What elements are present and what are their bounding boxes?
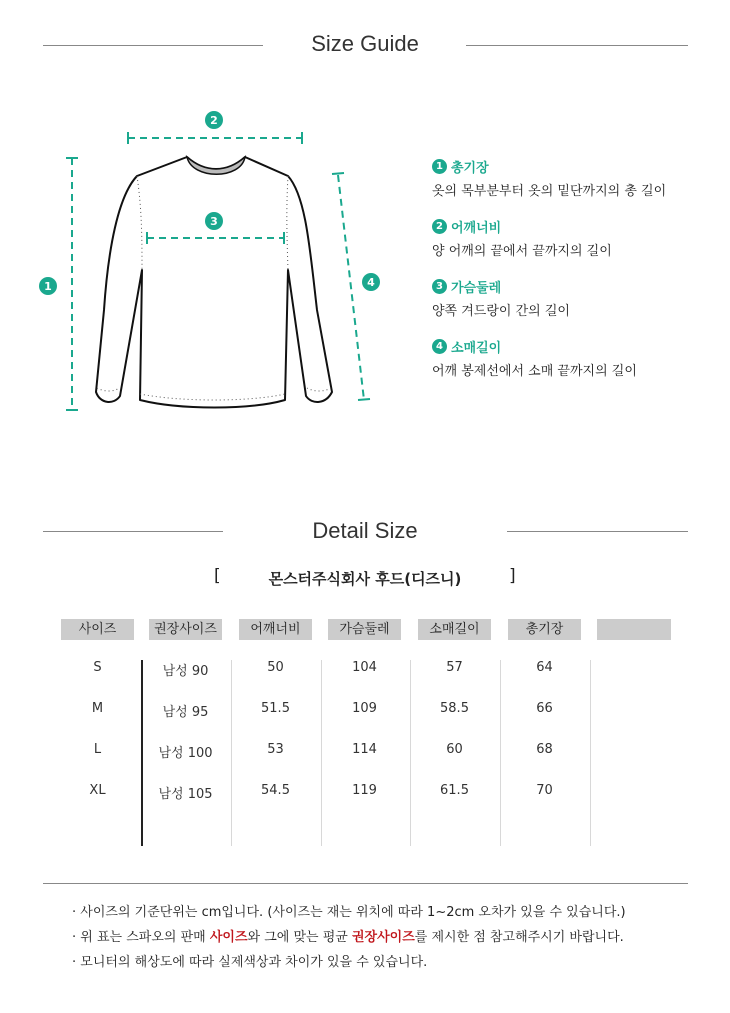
marker-4: 4 xyxy=(367,276,375,289)
bracket-close: ] xyxy=(509,566,516,586)
note-bullet: · xyxy=(72,930,77,945)
header-length: 총기장 xyxy=(508,619,581,640)
detail-size-rule-right xyxy=(507,531,688,532)
column-divider xyxy=(321,660,322,846)
header-shoulder: 어깨너비 xyxy=(239,619,312,640)
cell-size: M xyxy=(91,701,104,716)
header-recommended-size: 권장사이즈 xyxy=(149,619,222,640)
bracket-open: [ xyxy=(214,566,221,586)
note-text: 와 그에 맞는 평균 xyxy=(247,930,352,945)
column-divider-main xyxy=(141,660,143,846)
legend-desc-shoulder: 양 어깨의 끝에서 끝까지의 길이 xyxy=(432,244,612,259)
cell-sleeve: 60 xyxy=(446,742,463,757)
cell-chest: 109 xyxy=(352,701,377,716)
note-item xyxy=(72,928,626,953)
legend-desc-length: 옷의 목부분부터 옷의 밑단까지의 총 길이 xyxy=(432,184,667,199)
cell-recommended: 남성 90 xyxy=(162,664,209,679)
note-item xyxy=(72,903,626,928)
header-chest: 가슴둘레 xyxy=(328,619,401,640)
column-divider xyxy=(231,660,232,846)
size-guide-title: Size Guide xyxy=(311,31,419,56)
header-size: 사이즈 xyxy=(61,619,134,640)
size-guide-rule-right xyxy=(466,45,688,46)
legend-item-sleeve xyxy=(432,337,722,379)
cell-chest: 119 xyxy=(352,783,377,798)
note-highlight-recommended: 권장사이즈 xyxy=(351,930,415,945)
legend-badge-2: 2 xyxy=(432,219,447,234)
column-divider xyxy=(500,660,501,846)
note-bullet: · xyxy=(72,955,77,970)
header-empty xyxy=(597,619,671,640)
legend-name-sleeve: 소매길이 xyxy=(451,341,502,356)
cell-shoulder: 50 xyxy=(267,660,284,675)
header-sleeve: 소매길이 xyxy=(418,619,491,640)
shirt-body xyxy=(96,157,332,408)
measure-line-sleeve xyxy=(338,175,364,400)
cell-shoulder: 54.5 xyxy=(261,783,290,798)
cell-sleeve: 61.5 xyxy=(440,783,469,798)
legend-desc-chest: 양쪽 겨드랑이 간의 길이 xyxy=(432,304,570,319)
cell-shoulder: 51.5 xyxy=(261,701,290,716)
legend-item-shoulder xyxy=(432,217,722,259)
marker-1: 1 xyxy=(44,280,52,293)
product-name: 몬스터주식회사 후드(디즈니) xyxy=(268,570,462,588)
note-text: 사이즈의 기준단위는 cm입니다. (사이즈는 재는 위치에 따라 1~2cm 오차가 있을 수 있습니다.) xyxy=(80,905,626,920)
cell-length: 68 xyxy=(536,742,553,757)
legend-desc-sleeve: 어깨 봉제선에서 소매 끝까지의 길이 xyxy=(432,364,637,379)
notes-list xyxy=(72,903,626,978)
cell-chest: 104 xyxy=(352,660,377,675)
cell-length: 70 xyxy=(536,783,553,798)
note-highlight-size: 사이즈 xyxy=(209,930,248,945)
cell-recommended: 남성 95 xyxy=(162,705,209,720)
note-text: 를 제시한 점 참고해주시기 바랍니다. xyxy=(414,930,624,945)
cell-length: 64 xyxy=(536,660,553,675)
legend-item-length xyxy=(432,157,722,199)
legend-name-chest: 가슴둘레 xyxy=(451,281,502,296)
cell-recommended: 남성 100 xyxy=(158,746,213,761)
note-item xyxy=(72,953,626,978)
cell-length: 66 xyxy=(536,701,553,716)
note-bullet: · xyxy=(72,905,77,920)
cell-size: L xyxy=(93,742,102,757)
legend-name-length: 총기장 xyxy=(451,161,489,176)
marker-2: 2 xyxy=(210,114,218,127)
cell-chest: 114 xyxy=(352,742,377,757)
garment-diagram xyxy=(30,100,430,420)
detail-size-title: Detail Size xyxy=(312,518,418,543)
note-text: 위 표는 스파오의 판매 xyxy=(80,930,210,945)
legend-name-shoulder: 어깨너비 xyxy=(451,221,502,236)
cell-shoulder: 53 xyxy=(267,742,284,757)
legend-badge-1: 1 xyxy=(432,159,447,174)
column-divider xyxy=(590,660,591,846)
note-text: 모니터의 해상도에 따라 실제색상과 차이가 있을 수 있습니다. xyxy=(80,955,428,970)
cell-sleeve: 58.5 xyxy=(440,701,469,716)
legend-item-chest xyxy=(432,277,722,319)
cell-sleeve: 57 xyxy=(446,660,463,675)
cell-size: XL xyxy=(89,783,106,798)
legend-badge-3: 3 xyxy=(432,279,447,294)
marker-3: 3 xyxy=(210,215,218,228)
notes-divider xyxy=(43,883,688,884)
cell-recommended: 남성 105 xyxy=(158,787,213,802)
legend-badge-4: 4 xyxy=(432,339,447,354)
cell-size: S xyxy=(93,660,102,675)
column-divider xyxy=(410,660,411,846)
